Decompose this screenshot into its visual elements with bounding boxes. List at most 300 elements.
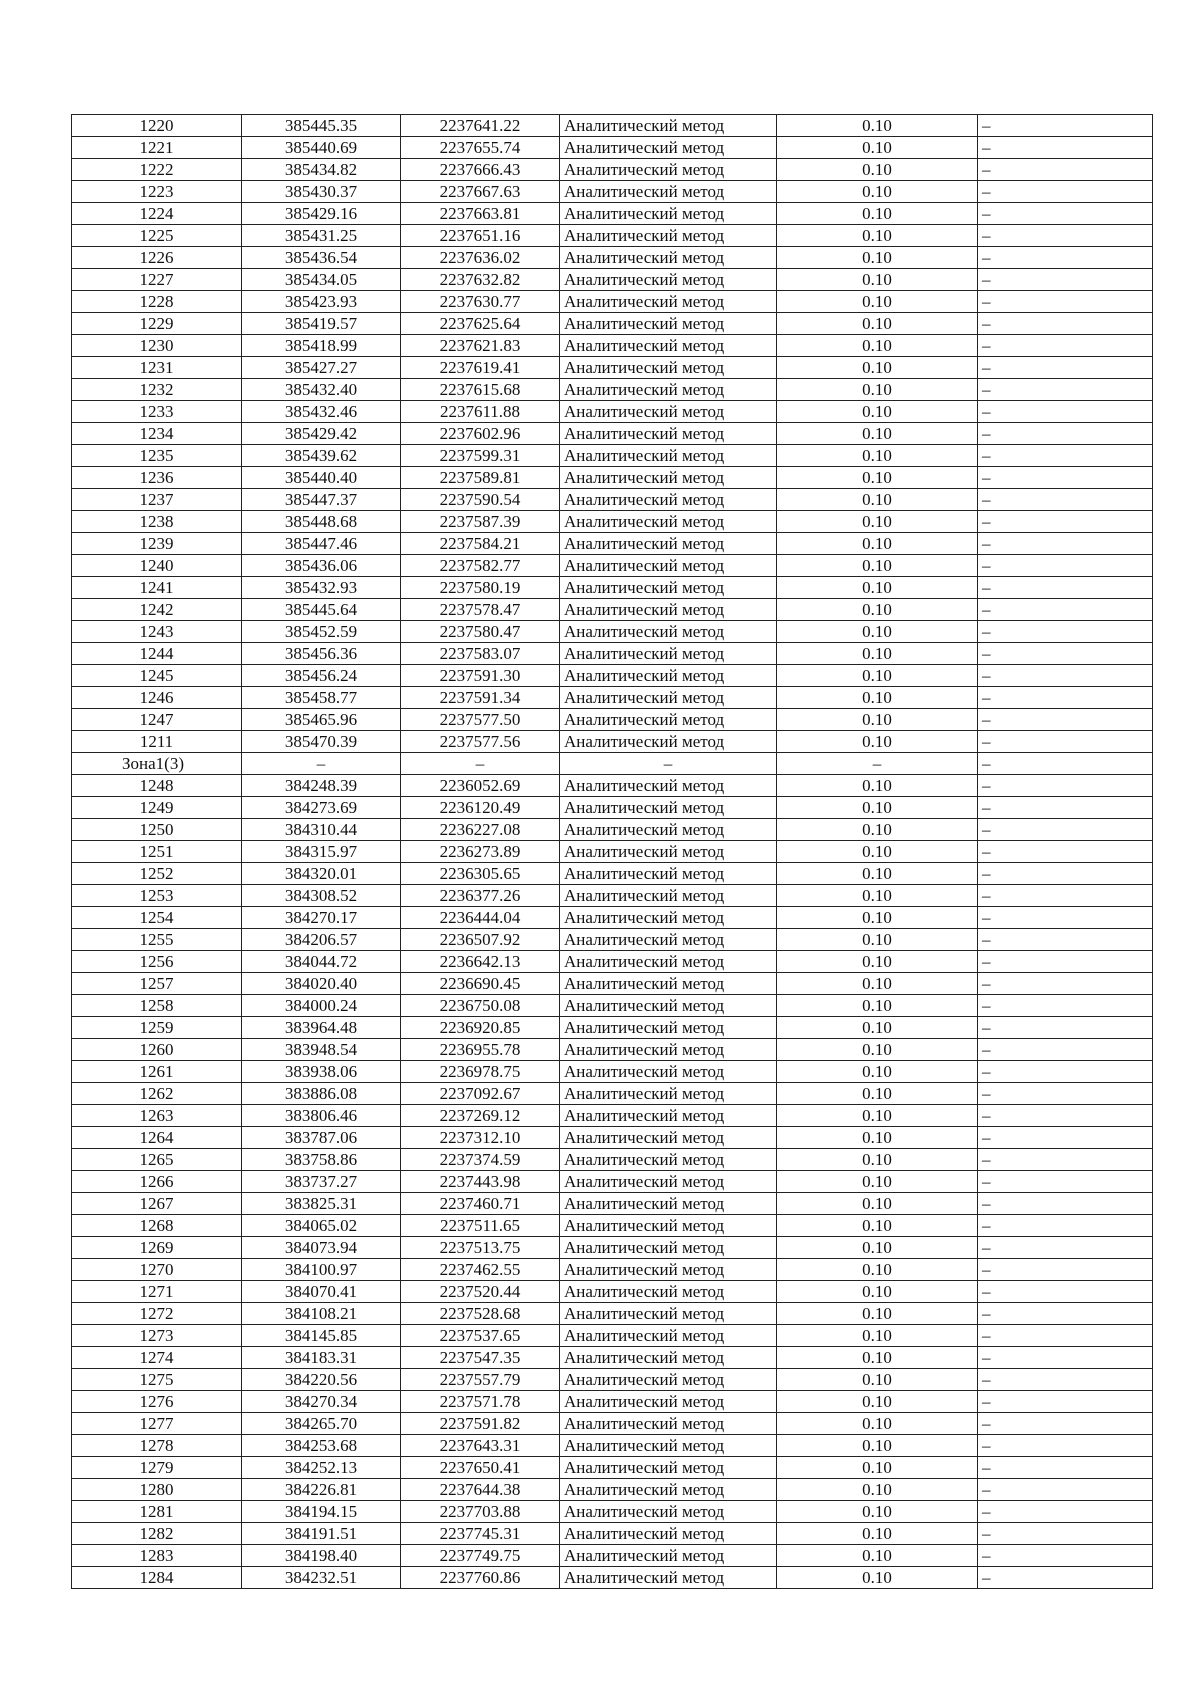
method-cell: Аналитический метод [560, 1215, 777, 1237]
method-cell: Аналитический метод [560, 203, 777, 225]
table-body [72, 115, 1153, 1589]
method-cell: Аналитический метод [560, 577, 777, 599]
y-coordinate-cell: 2236920.85 [401, 1017, 560, 1039]
description-cell: – [978, 489, 1153, 511]
point-number-cell: 1211 [72, 731, 242, 753]
method-cell: Аналитический метод [560, 357, 777, 379]
description-cell: – [978, 1545, 1153, 1567]
description-cell: – [978, 555, 1153, 577]
method-cell: Аналитический метод [560, 181, 777, 203]
table-row [72, 1347, 1153, 1369]
point-number-cell: 1221 [72, 137, 242, 159]
accuracy-cell: 0.10 [777, 1457, 978, 1479]
point-number-cell: 1252 [72, 863, 242, 885]
x-coordinate-cell: 384270.17 [242, 907, 401, 929]
table-row [72, 1457, 1153, 1479]
y-coordinate-cell: 2237591.30 [401, 665, 560, 687]
x-coordinate-cell: 385429.16 [242, 203, 401, 225]
table-row [72, 357, 1153, 379]
y-coordinate-cell: 2237269.12 [401, 1105, 560, 1127]
description-cell: – [978, 1127, 1153, 1149]
method-cell: Аналитический метод [560, 643, 777, 665]
y-coordinate-cell: 2236377.26 [401, 885, 560, 907]
table-row [72, 885, 1153, 907]
description-cell: – [978, 247, 1153, 269]
accuracy-cell: 0.10 [777, 533, 978, 555]
table-row [72, 951, 1153, 973]
y-coordinate-cell: 2237589.81 [401, 467, 560, 489]
y-coordinate-cell: 2237630.77 [401, 291, 560, 313]
description-cell: – [978, 357, 1153, 379]
x-coordinate-cell: 383886.08 [242, 1083, 401, 1105]
description-cell: – [978, 731, 1153, 753]
description-cell: – [978, 753, 1153, 775]
point-number-cell: 1247 [72, 709, 242, 731]
point-number-cell: 1278 [72, 1435, 242, 1457]
accuracy-cell: 0.10 [777, 1391, 978, 1413]
description-cell: – [978, 775, 1153, 797]
description-cell: – [978, 1523, 1153, 1545]
y-coordinate-cell: 2237528.68 [401, 1303, 560, 1325]
x-coordinate-cell: 383948.54 [242, 1039, 401, 1061]
method-cell: Аналитический метод [560, 1457, 777, 1479]
description-cell: – [978, 533, 1153, 555]
y-coordinate-cell: – [401, 753, 560, 775]
accuracy-cell: 0.10 [777, 1413, 978, 1435]
method-cell: Аналитический метод [560, 1479, 777, 1501]
y-coordinate-cell: 2237602.96 [401, 423, 560, 445]
accuracy-cell: 0.10 [777, 1039, 978, 1061]
accuracy-cell: 0.10 [777, 907, 978, 929]
y-coordinate-cell: 2237643.31 [401, 1435, 560, 1457]
y-coordinate-cell: 2237547.35 [401, 1347, 560, 1369]
method-cell: Аналитический метод [560, 1369, 777, 1391]
table-row [72, 225, 1153, 247]
y-coordinate-cell: 2237651.16 [401, 225, 560, 247]
point-number-cell: 1258 [72, 995, 242, 1017]
accuracy-cell: 0.10 [777, 885, 978, 907]
accuracy-cell: 0.10 [777, 1501, 978, 1523]
point-number-cell: 1276 [72, 1391, 242, 1413]
description-cell: – [978, 1501, 1153, 1523]
method-cell: Аналитический метод [560, 555, 777, 577]
table-row [72, 1127, 1153, 1149]
y-coordinate-cell: 2237641.22 [401, 115, 560, 137]
method-cell: Аналитический метод [560, 115, 777, 137]
point-number-cell: 1266 [72, 1171, 242, 1193]
point-number-cell: 1233 [72, 401, 242, 423]
method-cell: Аналитический метод [560, 819, 777, 841]
method-cell: Аналитический метод [560, 1127, 777, 1149]
method-cell: Аналитический метод [560, 621, 777, 643]
y-coordinate-cell: 2237655.74 [401, 137, 560, 159]
method-cell: – [560, 753, 777, 775]
accuracy-cell: 0.10 [777, 269, 978, 291]
accuracy-cell: 0.10 [777, 621, 978, 643]
description-cell: – [978, 621, 1153, 643]
description-cell: – [978, 1567, 1153, 1589]
accuracy-cell: 0.10 [777, 951, 978, 973]
table-row [72, 1193, 1153, 1215]
y-coordinate-cell: 2237644.38 [401, 1479, 560, 1501]
table-row [72, 1369, 1153, 1391]
point-number-cell: 1259 [72, 1017, 242, 1039]
accuracy-cell: 0.10 [777, 841, 978, 863]
accuracy-cell: 0.10 [777, 1325, 978, 1347]
point-number-cell: 1283 [72, 1545, 242, 1567]
point-number-cell: 1253 [72, 885, 242, 907]
x-coordinate-cell: 384070.41 [242, 1281, 401, 1303]
method-cell: Аналитический метод [560, 1391, 777, 1413]
accuracy-cell: 0.10 [777, 401, 978, 423]
point-number-cell: 1264 [72, 1127, 242, 1149]
method-cell: Аналитический метод [560, 1193, 777, 1215]
x-coordinate-cell: 384000.24 [242, 995, 401, 1017]
description-cell: – [978, 203, 1153, 225]
y-coordinate-cell: 2237580.47 [401, 621, 560, 643]
point-number-cell: 1267 [72, 1193, 242, 1215]
table-row [72, 181, 1153, 203]
table-row [72, 577, 1153, 599]
description-cell: – [978, 995, 1153, 1017]
point-number-cell: 1220 [72, 115, 242, 137]
y-coordinate-cell: 2237632.82 [401, 269, 560, 291]
x-coordinate-cell: 385431.25 [242, 225, 401, 247]
point-number-cell: 1274 [72, 1347, 242, 1369]
point-number-cell: 1237 [72, 489, 242, 511]
accuracy-cell: 0.10 [777, 797, 978, 819]
description-cell: – [978, 1105, 1153, 1127]
table-row [72, 335, 1153, 357]
method-cell: Аналитический метод [560, 247, 777, 269]
table-row [72, 203, 1153, 225]
point-number-cell: 1272 [72, 1303, 242, 1325]
point-number-cell: 1255 [72, 929, 242, 951]
accuracy-cell: 0.10 [777, 775, 978, 797]
table-row [72, 489, 1153, 511]
accuracy-cell: 0.10 [777, 1347, 978, 1369]
description-cell: – [978, 1215, 1153, 1237]
coordinates-table [71, 114, 1153, 1589]
point-number-cell: Зона1(3) [72, 753, 242, 775]
accuracy-cell: 0.10 [777, 1281, 978, 1303]
table-row [72, 555, 1153, 577]
method-cell: Аналитический метод [560, 467, 777, 489]
table-row [72, 621, 1153, 643]
table-row [72, 797, 1153, 819]
x-coordinate-cell: 385447.37 [242, 489, 401, 511]
x-coordinate-cell: 383806.46 [242, 1105, 401, 1127]
method-cell: Аналитический метод [560, 929, 777, 951]
y-coordinate-cell: 2237513.75 [401, 1237, 560, 1259]
point-number-cell: 1263 [72, 1105, 242, 1127]
point-number-cell: 1271 [72, 1281, 242, 1303]
method-cell: Аналитический метод [560, 137, 777, 159]
accuracy-cell: 0.10 [777, 1105, 978, 1127]
x-coordinate-cell: 384270.34 [242, 1391, 401, 1413]
x-coordinate-cell: 385432.40 [242, 379, 401, 401]
y-coordinate-cell: 2237460.71 [401, 1193, 560, 1215]
x-coordinate-cell: 385456.24 [242, 665, 401, 687]
accuracy-cell: 0.10 [777, 357, 978, 379]
y-coordinate-cell: 2237625.64 [401, 313, 560, 335]
y-coordinate-cell: 2237703.88 [401, 1501, 560, 1523]
table-row [72, 511, 1153, 533]
y-coordinate-cell: 2236227.08 [401, 819, 560, 841]
y-coordinate-cell: 2237443.98 [401, 1171, 560, 1193]
table-row [72, 533, 1153, 555]
point-number-cell: 1251 [72, 841, 242, 863]
x-coordinate-cell: 384315.97 [242, 841, 401, 863]
method-cell: Аналитический метод [560, 291, 777, 313]
point-number-cell: 1277 [72, 1413, 242, 1435]
method-cell: Аналитический метод [560, 269, 777, 291]
method-cell: Аналитический метод [560, 1083, 777, 1105]
description-cell: – [978, 929, 1153, 951]
method-cell: Аналитический метод [560, 951, 777, 973]
description-cell: – [978, 225, 1153, 247]
description-cell: – [978, 1017, 1153, 1039]
description-cell: – [978, 687, 1153, 709]
x-coordinate-cell: 384308.52 [242, 885, 401, 907]
y-coordinate-cell: 2236120.49 [401, 797, 560, 819]
method-cell: Аналитический метод [560, 225, 777, 247]
table-row [72, 1501, 1153, 1523]
y-coordinate-cell: 2237577.50 [401, 709, 560, 731]
table-row [72, 1039, 1153, 1061]
y-coordinate-cell: 2237621.83 [401, 335, 560, 357]
accuracy-cell: 0.10 [777, 929, 978, 951]
accuracy-cell: 0.10 [777, 709, 978, 731]
method-cell: Аналитический метод [560, 335, 777, 357]
accuracy-cell: 0.10 [777, 313, 978, 335]
point-number-cell: 1241 [72, 577, 242, 599]
x-coordinate-cell: 384065.02 [242, 1215, 401, 1237]
y-coordinate-cell: 2237537.65 [401, 1325, 560, 1347]
method-cell: Аналитический метод [560, 1567, 777, 1589]
accuracy-cell: 0.10 [777, 643, 978, 665]
point-number-cell: 1230 [72, 335, 242, 357]
point-number-cell: 1223 [72, 181, 242, 203]
method-cell: Аналитический метод [560, 313, 777, 335]
point-number-cell: 1257 [72, 973, 242, 995]
accuracy-cell: 0.10 [777, 423, 978, 445]
x-coordinate-cell: 383737.27 [242, 1171, 401, 1193]
x-coordinate-cell: 384248.39 [242, 775, 401, 797]
y-coordinate-cell: 2237520.44 [401, 1281, 560, 1303]
table-row [72, 1061, 1153, 1083]
point-number-cell: 1261 [72, 1061, 242, 1083]
method-cell: Аналитический метод [560, 1105, 777, 1127]
y-coordinate-cell: 2236750.08 [401, 995, 560, 1017]
table-row [72, 1391, 1153, 1413]
description-cell: – [978, 115, 1153, 137]
accuracy-cell: 0.10 [777, 973, 978, 995]
point-number-cell: 1249 [72, 797, 242, 819]
table-row [72, 1259, 1153, 1281]
description-cell: – [978, 1281, 1153, 1303]
point-number-cell: 1260 [72, 1039, 242, 1061]
table-row [72, 291, 1153, 313]
method-cell: Аналитический метод [560, 1325, 777, 1347]
accuracy-cell: 0.10 [777, 489, 978, 511]
accuracy-cell: 0.10 [777, 137, 978, 159]
accuracy-cell: – [777, 753, 978, 775]
table-row [72, 269, 1153, 291]
accuracy-cell: 0.10 [777, 1259, 978, 1281]
description-cell: – [978, 511, 1153, 533]
table-row [72, 445, 1153, 467]
y-coordinate-cell: 2237590.54 [401, 489, 560, 511]
method-cell: Аналитический метод [560, 973, 777, 995]
description-cell: – [978, 951, 1153, 973]
accuracy-cell: 0.10 [777, 1083, 978, 1105]
y-coordinate-cell: 2237591.34 [401, 687, 560, 709]
x-coordinate-cell: 384145.85 [242, 1325, 401, 1347]
description-cell: – [978, 1303, 1153, 1325]
description-cell: – [978, 973, 1153, 995]
x-coordinate-cell: 384183.31 [242, 1347, 401, 1369]
accuracy-cell: 0.10 [777, 1479, 978, 1501]
point-number-cell: 1222 [72, 159, 242, 181]
point-number-cell: 1240 [72, 555, 242, 577]
point-number-cell: 1270 [72, 1259, 242, 1281]
x-coordinate-cell: 385434.82 [242, 159, 401, 181]
description-cell: – [978, 313, 1153, 335]
y-coordinate-cell: 2237666.43 [401, 159, 560, 181]
point-number-cell: 1232 [72, 379, 242, 401]
x-coordinate-cell: 384073.94 [242, 1237, 401, 1259]
accuracy-cell: 0.10 [777, 1127, 978, 1149]
table-row [72, 1083, 1153, 1105]
y-coordinate-cell: 2237582.77 [401, 555, 560, 577]
accuracy-cell: 0.10 [777, 599, 978, 621]
x-coordinate-cell: 384020.40 [242, 973, 401, 995]
point-number-cell: 1281 [72, 1501, 242, 1523]
description-cell: – [978, 841, 1153, 863]
description-cell: – [978, 181, 1153, 203]
x-coordinate-cell: 384310.44 [242, 819, 401, 841]
table-row [72, 819, 1153, 841]
point-number-cell: 1282 [72, 1523, 242, 1545]
point-number-cell: 1242 [72, 599, 242, 621]
point-number-cell: 1250 [72, 819, 242, 841]
table-row [72, 1435, 1153, 1457]
accuracy-cell: 0.10 [777, 1171, 978, 1193]
point-number-cell: 1227 [72, 269, 242, 291]
x-coordinate-cell: 384252.13 [242, 1457, 401, 1479]
method-cell: Аналитический метод [560, 1545, 777, 1567]
description-cell: – [978, 1193, 1153, 1215]
table-row [72, 973, 1153, 995]
x-coordinate-cell: 384108.21 [242, 1303, 401, 1325]
description-cell: – [978, 291, 1153, 313]
method-cell: Аналитический метод [560, 1017, 777, 1039]
point-number-cell: 1226 [72, 247, 242, 269]
table-row [72, 1325, 1153, 1347]
table-row [72, 379, 1153, 401]
description-cell: – [978, 1391, 1153, 1413]
point-number-cell: 1224 [72, 203, 242, 225]
description-cell: – [978, 907, 1153, 929]
description-cell: – [978, 1413, 1153, 1435]
y-coordinate-cell: 2237611.88 [401, 401, 560, 423]
x-coordinate-cell: 384253.68 [242, 1435, 401, 1457]
point-number-cell: 1245 [72, 665, 242, 687]
method-cell: Аналитический метод [560, 489, 777, 511]
accuracy-cell: 0.10 [777, 863, 978, 885]
description-cell: – [978, 1171, 1153, 1193]
method-cell: Аналитический метод [560, 687, 777, 709]
table-row [72, 467, 1153, 489]
x-coordinate-cell: 384232.51 [242, 1567, 401, 1589]
table-row [72, 643, 1153, 665]
x-coordinate-cell: 384194.15 [242, 1501, 401, 1523]
table-row [72, 115, 1153, 137]
y-coordinate-cell: 2237584.21 [401, 533, 560, 555]
method-cell: Аналитический метод [560, 1523, 777, 1545]
accuracy-cell: 0.10 [777, 1193, 978, 1215]
y-coordinate-cell: 2236305.65 [401, 863, 560, 885]
accuracy-cell: 0.10 [777, 1567, 978, 1589]
x-coordinate-cell: 385419.57 [242, 313, 401, 335]
description-cell: – [978, 1369, 1153, 1391]
table-row [72, 1303, 1153, 1325]
point-number-cell: 1238 [72, 511, 242, 533]
y-coordinate-cell: 2236507.92 [401, 929, 560, 951]
accuracy-cell: 0.10 [777, 379, 978, 401]
accuracy-cell: 0.10 [777, 159, 978, 181]
point-number-cell: 1229 [72, 313, 242, 335]
y-coordinate-cell: 2237760.86 [401, 1567, 560, 1589]
point-number-cell: 1265 [72, 1149, 242, 1171]
y-coordinate-cell: 2236955.78 [401, 1039, 560, 1061]
description-cell: – [978, 269, 1153, 291]
y-coordinate-cell: 2236642.13 [401, 951, 560, 973]
method-cell: Аналитический метод [560, 1501, 777, 1523]
x-coordinate-cell: 384100.97 [242, 1259, 401, 1281]
table-row [72, 863, 1153, 885]
y-coordinate-cell: 2237749.75 [401, 1545, 560, 1567]
x-coordinate-cell: 385452.59 [242, 621, 401, 643]
method-cell: Аналитический метод [560, 797, 777, 819]
description-cell: – [978, 1083, 1153, 1105]
x-coordinate-cell: 384273.69 [242, 797, 401, 819]
description-cell: – [978, 159, 1153, 181]
method-cell: Аналитический метод [560, 1435, 777, 1457]
y-coordinate-cell: 2237587.39 [401, 511, 560, 533]
x-coordinate-cell: 383825.31 [242, 1193, 401, 1215]
accuracy-cell: 0.10 [777, 203, 978, 225]
accuracy-cell: 0.10 [777, 577, 978, 599]
accuracy-cell: 0.10 [777, 731, 978, 753]
point-number-cell: 1234 [72, 423, 242, 445]
y-coordinate-cell: 2236690.45 [401, 973, 560, 995]
accuracy-cell: 0.10 [777, 1303, 978, 1325]
method-cell: Аналитический метод [560, 907, 777, 929]
method-cell: Аналитический метод [560, 665, 777, 687]
accuracy-cell: 0.10 [777, 181, 978, 203]
x-coordinate-cell: 385440.40 [242, 467, 401, 489]
point-number-cell: 1268 [72, 1215, 242, 1237]
point-number-cell: 1231 [72, 357, 242, 379]
y-coordinate-cell: 2237663.81 [401, 203, 560, 225]
y-coordinate-cell: 2236978.75 [401, 1061, 560, 1083]
accuracy-cell: 0.10 [777, 291, 978, 313]
point-number-cell: 1248 [72, 775, 242, 797]
point-number-cell: 1243 [72, 621, 242, 643]
table-row [72, 423, 1153, 445]
